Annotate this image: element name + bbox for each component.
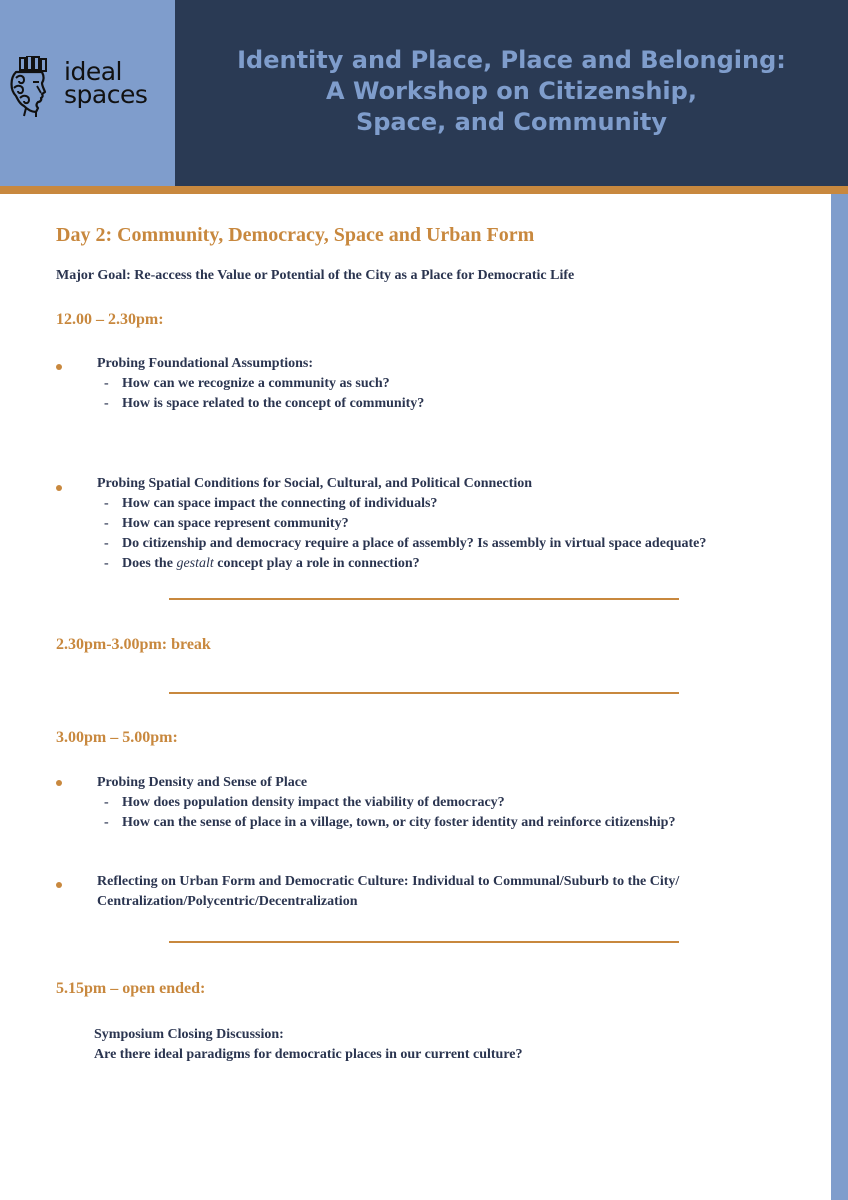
list-item: - How does population density impact the viability of democracy? (104, 795, 505, 810)
bullet-icon (56, 364, 62, 370)
break-time: 2.30pm-3.00pm: break (56, 636, 211, 653)
closing-title: Symposium Closing Discussion: (94, 1027, 284, 1042)
bullet-title: Probing Foundational Assumptions: (97, 356, 314, 371)
bullet-title: Reflecting on Urban Form and Democratic Culture: Individual to Communal/Suburb to the City/ Centralization/Polycentric/Decentralization (97, 874, 680, 909)
list-item: - Do citizenship and democracy require a place of assembly? Is assembly in virtual space adequate? (104, 536, 707, 551)
classical-head-icon (6, 56, 62, 118)
day-heading: Day 2: Community, Democracy, Space and Urban Form (56, 224, 535, 246)
list-item: - How can space impact the connecting of individuals? (104, 496, 438, 511)
bullet-icon (56, 882, 62, 888)
bullet-title: Probing Spatial Conditions for Social, Cultural, and Political Connection (97, 476, 533, 491)
list-item: - Does the gestalt concept play a role in connection? (104, 556, 420, 571)
title-line-1: Identity and Place, Place and Belonging: (237, 46, 786, 74)
session-time-1: 12.00 – 2.30pm: (56, 311, 164, 328)
title-line-2: A Workshop on Citizenship, (326, 77, 697, 105)
logo-word-ideal: ideal (64, 57, 122, 86)
sub-list (104, 374, 424, 414)
session-time-2: 3.00pm – 5.00pm: (56, 729, 178, 746)
list-item: - How can the sense of place in a village, town, or city foster identity and reinforce citizenship? (104, 815, 676, 830)
logo-word-spaces: spaces (64, 80, 148, 109)
session-time-3: 5.15pm – open ended: (56, 980, 206, 997)
sub-list (104, 793, 675, 833)
side-stripe (831, 194, 848, 1200)
page-title (175, 45, 848, 138)
section-divider (169, 692, 679, 694)
section-divider (169, 598, 679, 600)
logo-wordmark (64, 57, 148, 109)
header-divider-bar (0, 186, 848, 194)
closing-question: Are there ideal paradigms for democratic places in our current culture? (94, 1047, 523, 1062)
closing-discussion (94, 1025, 523, 1065)
title-line-3: Space, and Community (355, 108, 668, 136)
list-item: - How can we recognize a community as such? (104, 376, 390, 391)
section-divider (169, 941, 679, 943)
bullet-title: Probing Density and Sense of Place (97, 775, 308, 790)
bullet-icon (56, 780, 62, 786)
bullet-icon (56, 485, 62, 491)
major-goal: Major Goal: Re-access the Value or Potential of the City as a Place for Democratic Life (56, 268, 575, 283)
list-item: - How is space related to the concept of community? (104, 396, 425, 411)
sub-list (104, 494, 706, 574)
list-item: - How can space represent community? (104, 516, 349, 531)
ideal-spaces-logo (6, 56, 166, 118)
